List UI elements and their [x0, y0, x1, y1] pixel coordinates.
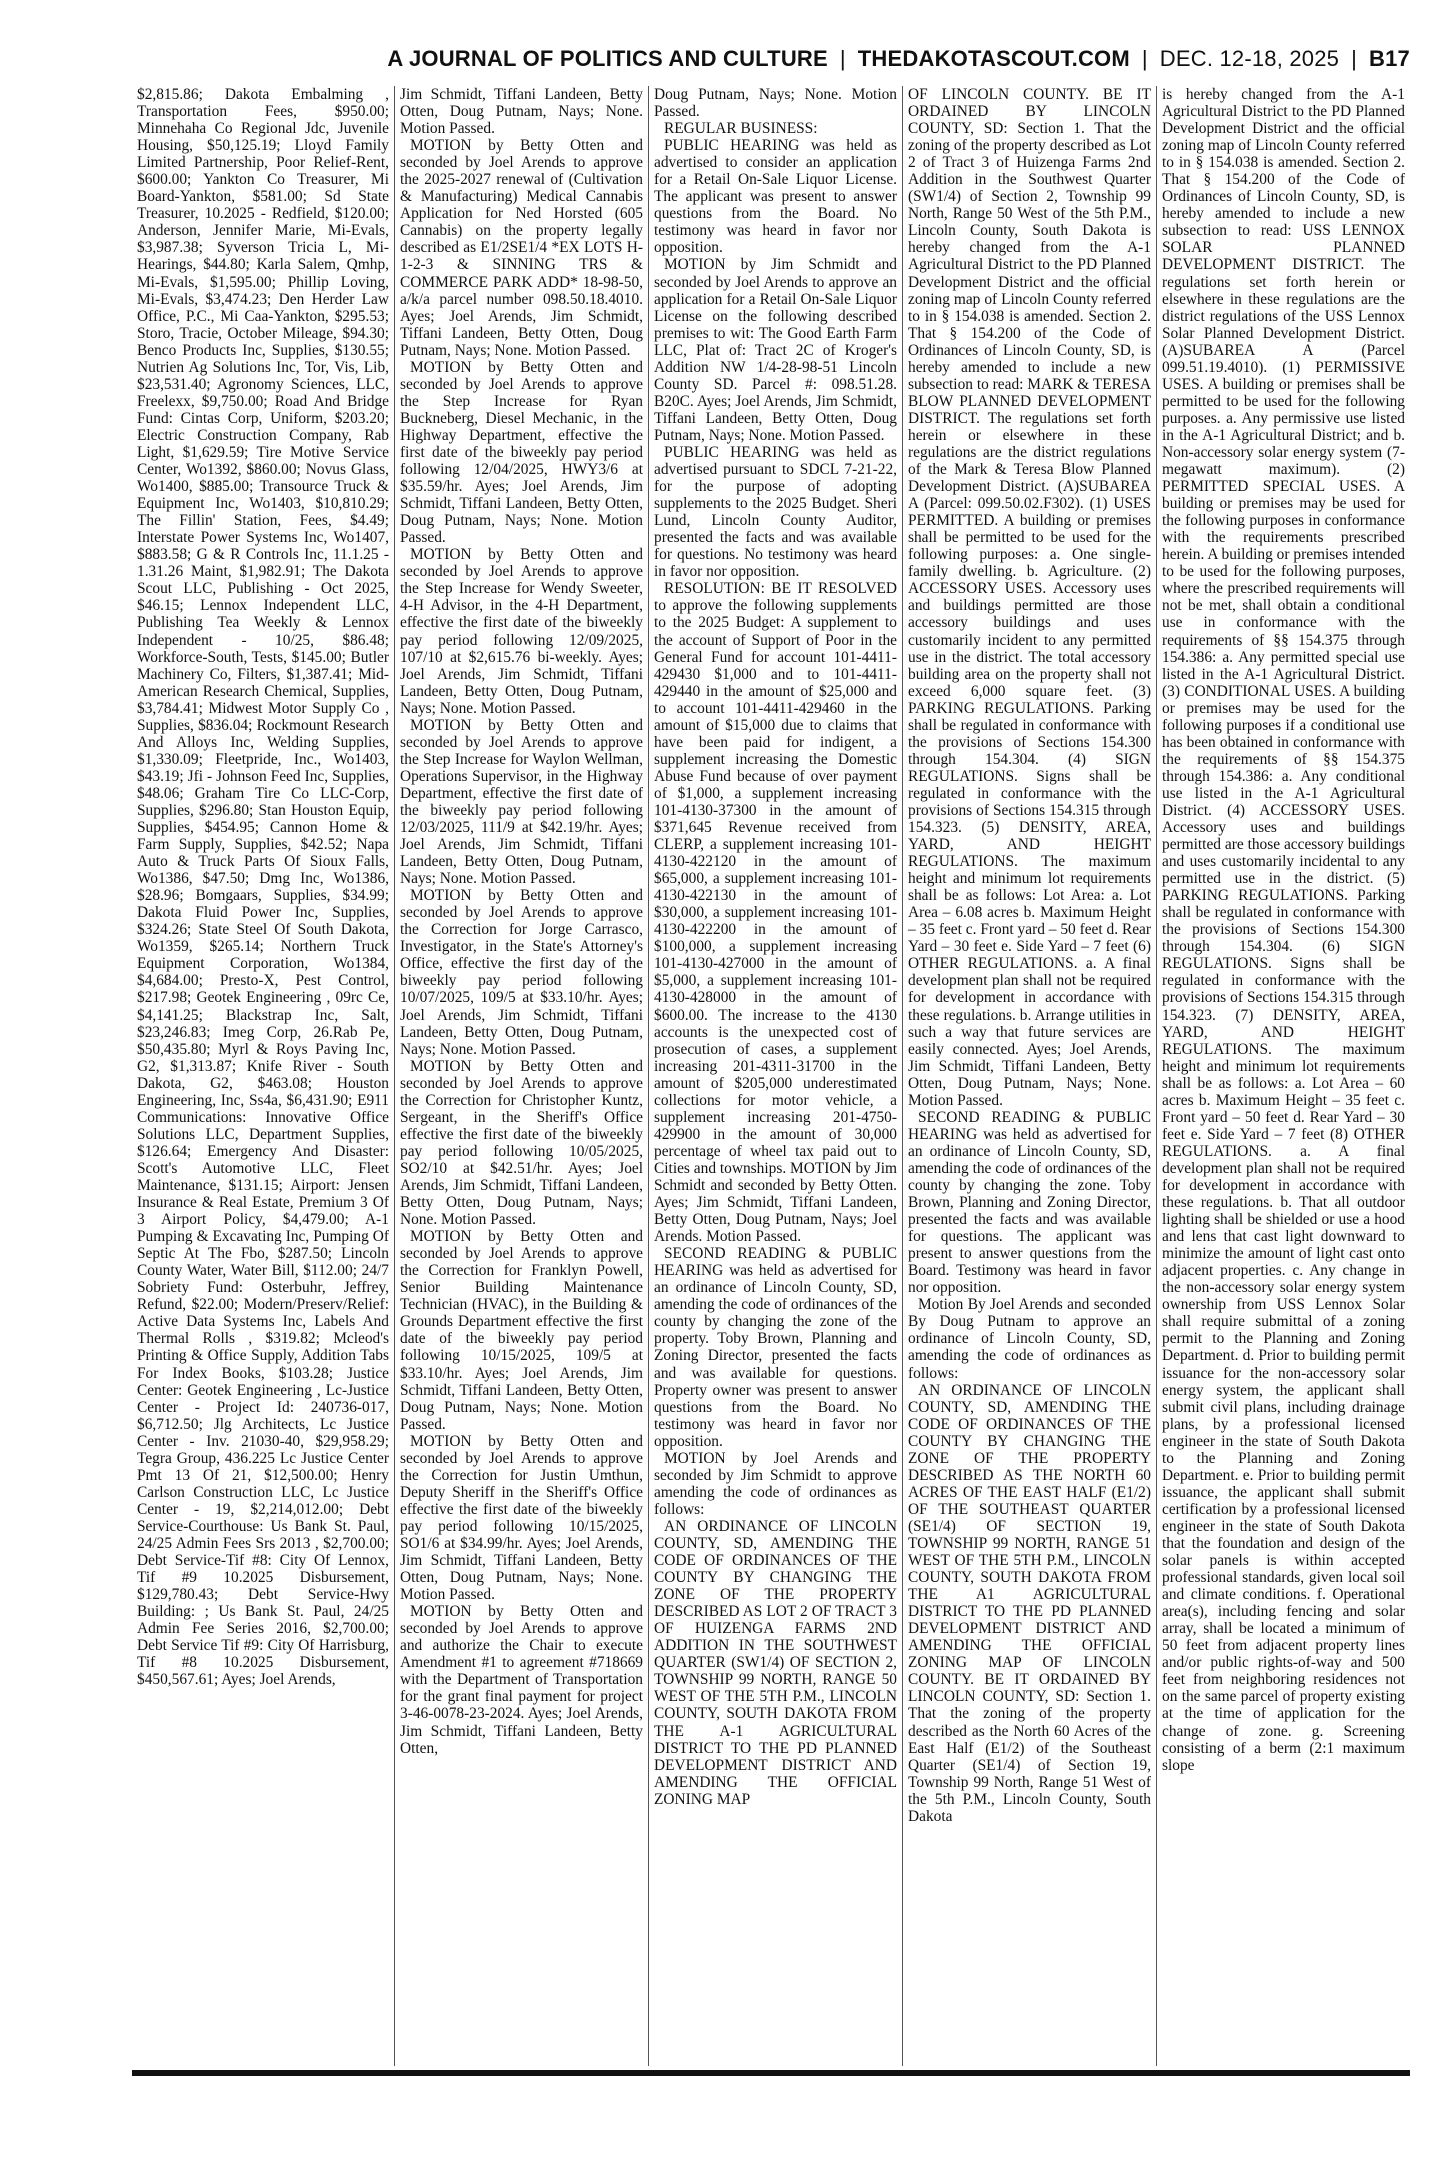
column-2 — [394, 86, 648, 2066]
notice-paragraph: SECOND READING & PUBLIC HEARING was held as advertised for an ordinance of Lincoln County, SD, amending the code of ordinances of the county by changing the zone of the property. Toby Brown, Planning and Zoning Director, presented the facts and was available for questions. Property owner was present to answer questions from the Board. No testimony was heard in favor nor opposition. — [654, 1245, 897, 1450]
notice-paragraph: Jim Schmidt, Tiffani Landeen, Betty Otten, Doug Putnam, Nays; None. Motion Passed. — [400, 86, 643, 138]
notice-paragraph: PUBLIC HEARING was held as advertised to consider an application for a Retail On-Sale Liquor License. The applicant was present to answer questions from the Board. No testimony was heard in favor nor opposition. — [654, 137, 897, 257]
notice-paragraph: MOTION by Betty Otten and seconded by Joel Arends to approve the Step Increase for Wendy Sweeter, 4-H Advisor, in the 4-H Department, effective the first date of the biweekly pay period following 12/09/2025, 107/10 at $2,615.76 bi-weekly. Ayes; Joel Arends, Jim Schmidt, Tiffani Landeen, Betty Otten, Doug Putnam, Nays; None. Motion Passed. — [400, 546, 643, 717]
notice-paragraph: AN ORDINANCE OF LINCOLN COUNTY, SD, AMENDING THE CODE OF ORDINANCES OF THE COUNTY BY CHANGING THE ZONE OF THE PROPERTY DESCRIBED AS THE NORTH 60 ACRES OF THE EAST HALF (E1/2) OF THE SOUTHEAST QUARTER (SE1/4) OF SECTION 19, TOWNSHIP 99 NORTH, RANGE 51 WEST OF THE 5TH P.M., LINCOLN COUNTY, SOUTH DAKOTA FROM THE A1 AGRICULTURAL DISTRICT TO THE PD PLANNED DEVELOPMENT DISTRICT AND AMENDING THE OFFICIAL ZONING MAP OF LINCOLN COUNTY. BE IT ORDAINED BY LINCOLN COUNTY, SD: Section 1. That the zoning of the property described as the North 60 Acres of the East Half (E1/2) of the Southeast Quarter (SE1/4) of Section 19, Township 99 North, Range 51 West of the 5th P.M., Lincoln County, South Dakota — [908, 1381, 1151, 1825]
notice-paragraph: MOTION by Betty Otten and seconded by Joel Arends to approve the Correction for Christopher Kuntz, Sergeant, in the Sheriff's Office effective the first date of the biweekly pay period following 10/05/2025, SO2/10 at $42.51/hr. Ayes; Joel Arends, Jim Schmidt, Tiffani Landeen, Betty Otten, Doug Putnam, Nays; None. Motion Passed. — [400, 1057, 643, 1229]
notice-paragraph: PUBLIC HEARING was held as advertised pursuant to SDCL 7-21-22, for the purpose of adopting supplements to the 2025 Budget. Sheri Lund, Lincoln County Auditor, presented the facts and was available for questions. No testimony was heard in favor nor opposition. — [654, 443, 897, 581]
notice-paragraph: MOTION by Betty Otten and seconded by Joel Arends to approve and authorize the Chair to execute Amendment #1 to agreement #718669 with the Department of Transportation for the grant final payment for project 3-46-0078-23-2024. Ayes; Joel Arends, Jim Schmidt, Tiffani Landeen, Betty Otten, — [400, 1603, 643, 1757]
notice-paragraph: MOTION by Betty Otten and seconded by Joel Arends to approve the Step Increase for Waylon Wellman, Operations Supervisor, in the Highway Department, effective the first date of the biweekly pay period following 12/03/2025, 111/9 at $42.19/hr. Ayes; Joel Arends, Jim Schmidt, Tiffani Landeen, Betty Otten, Doug Putnam, Nays; None. Motion Passed. — [400, 716, 643, 888]
page-number: B17 — [1369, 46, 1410, 71]
notice-paragraph: MOTION by Joel Arends and seconded by Jim Schmidt to approve amending the code of ordinances as follows: — [654, 1449, 897, 1518]
issue-date: DEC. 12-18, 2025 — [1159, 46, 1340, 71]
notice-paragraph: REGULAR BUSINESS: — [664, 120, 818, 138]
notice-paragraph: $2,815.86; Dakota Embalming , Transportation Fees, $950.00; Minnehaha Co Regional Jdc, Juvenile Housing, $50,125.19; Lloyd Family Limited Partnership, Poor Relief-Rent, $600.00; Yankton Co Treasurer, Mi Board-Yankton, $581.00; Sd State Treasurer, 10.2025 - Redfield, $120.00; Anderson, Jennifer Marie, Mi-Evals, $3,987.38; Syverson Tricia L, Mi-Hearings, $44.80; Karla Salem, Qmhp, Mi-Evals, $1,595.00; Phillip Loving, Mi-Evals, $3,474.23; Den Herder Law Office, P.C., Mi Caa-Yankton, $295.53; Storo, Tracie, October Mileage, $94.30; Benco Products Inc, Supplies, $130.55; Nutrien Ag Solutions Inc, Tor, Vis, Lib, $23,531.40; Agronomy Sciences, LLC, Freelexx, $9,750.00; Road And Bridge Fund: Cintas Corp, Uniform, $203.20; Electric Construction Company, Rab Light, $1,629.59; Tire Motive Service Center, Wo1392, $860.00; Novus Glass, Wo1400, $885.00; Transource Truck & Equipment Inc, Wo1403, $10,810.29; The Fillin' Station, Fees, $4.49; Interstate Power Systems Inc, Wo1407, $883.58; G & R Controls Inc, 11.1.25 - 1.31.26 Maint, $1,982.91; The Dakota Scout LLC, Publishing - Oct 2025, $46.15; Lennox Independent LLC, Publishing Tea Weekly & Lennox Independent - 10/25, $86.48; Workforce-South, Tests, $145.00; Butler Machinery Co, Filters, $1,387.41; Mid-American Research Chemical, Supplies, $3,784.41; Midwest Motor Supply Co , Supplies, $836.04; Rockmount Research And Alloys Inc, Welding Supplies, $1,330.09; Fleetpride, Inc., Wo1403, $43.19; Jfi - Johnson Feed Inc, Supplies, $48.06; Graham Tire Co LLC-Corp, Supplies, $296.80; Stan Houston Equip, Supplies, $454.95; Cannon Home & Farm Supply, Supplies, $42.52; Napa Auto & Truck Parts Of Sioux Falls, Wo1386, $47.50; Dmg Inc, Wo1386, $28.96; Bomgaars, Supplies, $34.99; Dakota Fluid Power Inc, Supplies, $324.26; State Steel Of South Dakota, Wo1359, $265.14; Northern Truck Equipment Corporation, Wo1384, $4,684.00; Presto-X, Pest Control, $217.98; Geotek Engineering , 09rc Ce, $4,141.25; Blackstrap Inc, Salt, $23,246.83; Imeg Corp, 26.Rab Pe, $50,435.80; Myrl & Roys Paving Inc, G2, $1,313.87; Knife River - South Dakota, G2, $463.08; Houston Engineering, Inc, Ss4a, $6,431.90; E911 Communications: Innovative Office Solutions LLC, Department Supplies, $126.64; Emergency And Disaster: Scott's Automotive LLC, Fleet Maintenance, $131.15; Airport: Jensen Insurance & Real Estate, Premium 3 Of 3 Airport Policy, $4,479.00; A-1 Pumping & Excavating Inc, Pumping Of Septic At The Fbo, $287.50; Lincoln County Water, Water Bill, $112.00; 24/7 Sobriety Fund: Osterbuhr, Jeffrey, Refund, $22.00; Modern/Preserv/Relief: Active Data Systems Inc, Labels And Thermal Rolls , $319.82; Mcleod's Printing & Office Supply, Addition Tabs For Index Books, $103.28; Justice Center: Geotek Engineering , Lc-Justice Center - Project Id: 240736-017, $6,712.50; Jlg Architects, Lc Justice Center - Inv. 21030-40, $29,958.29; Tegra Group, 436.225 Lc Justice Center Pmt 13 Of 21, $12,500.00; Henry Carlson Construction LLC, Lc Justice Center - 19, $2,214,012.00; Debt Service-Courthouse: Us Bank St. Paul, 24/25 Admin Fees Srs 2013 , $2,700.00; Debt Service-Tif #8: City Of Lennox, Tif #9 10.2025 Disbursement, $129,780.43; Debt Service-Hwy Building: ; Us Bank St. Paul, 24/25 Admin Fee Series 2016, $2,700.00; Debt Service Tif #9: City Of Harrisburg, Tif #8 10.2025 Disbursement, $450,567.61; Ayes; Joel Arends, — [137, 86, 389, 1689]
notice-paragraph: SECOND READING & PUBLIC HEARING was held as advertised for an ordinance of Lincoln County, SD, amending the code of ordinances of the county by changing the zone. Toby Brown, Planning and Zoning Director, presented the facts and was available for questions. The applicant was present to answer questions from the Board. Testimony was heard in favor nor opposition. — [908, 1108, 1151, 1297]
notice-paragraph: MOTION by Betty Otten and seconded by Joel Arends to approve the 2025-2027 renewal of (Cultivation & Manufacturing) Medical Cannabis Application for Ned Horsted (605 Cannabis) on the property legally described as E1/2SE1/4 *EX LOTS H-1-2-3 & SINNING TRS & COMMERCE PARK ADD* 18-98-50, a/k/a parcel number 098.50.18.4010. Ayes; Joel Arends, Jim Schmidt, Tiffani Landeen, Betty Otten, Doug Putnam, Nays; None. Motion Passed. — [400, 137, 643, 359]
header-separator: | — [1351, 46, 1358, 71]
bottom-rule — [132, 2070, 1410, 2076]
notice-paragraph: MOTION by Betty Otten and seconded by Joel Arends to approve the Correction for Jorge Carrasco, Investigator, in the State's Attorney's Office, effective the first day of the biweekly pay period following 10/07/2025, 109/5 at $33.10/hr. Ayes; Joel Arends, Jim Schmidt, Tiffani Landeen, Betty Otten, Doug Putnam, Nays; None. Motion Passed. — [400, 887, 643, 1058]
notice-paragraph: MOTION by Betty Otten and seconded by Joel Arends to approve the Step Increase for Ryan Buckneberg, Diesel Mechanic, in the Highway Department, effective the first date of the biweekly pay period following 12/04/2025, HWY3/6 at $35.59/hr. Ayes; Joel Arends, Jim Schmidt, Tiffani Landeen, Betty Otten, Doug Putnam, Nays; None. Motion Passed. — [400, 358, 643, 547]
journal-tagline: A JOURNAL OF POLITICS AND CULTURE — [387, 46, 828, 71]
header-separator: | — [1141, 46, 1148, 71]
legal-notice-columns — [132, 86, 1410, 2066]
notice-paragraph: MOTION by Betty Otten and seconded by Joel Arends to approve the Correction for Franklyn Powell, Senior Building Maintenance Technician (HVAC), in the Building & Grounds Department effective the first date of the biweekly pay period following 10/15/2025, 109/5 at $33.10/hr. Ayes; Joel Arends, Jim Schmidt, Tiffani Landeen, Betty Otten, Doug Putnam, Nays; None. Motion Passed. — [400, 1228, 643, 1433]
notice-paragraph: is hereby changed from the A-1 Agricultural District to the PD Planned Development District and the official zoning map of Lincoln County referred to in § 154.038 is amended. Section 2. That § 154.200 of the Code of Ordinances of Lincoln County, SD, is hereby amended to include a new subsection to read: USS LENNOX SOLAR PLANNED DEVELOPMENT DISTRICT. The regulations set forth herein or elsewhere in these regulations are the district regulations of the USS Lennox Solar Planned Development District. (A)SUBAREA A (Parcel 099.51.19.4010). (1) PERMISSIVE USES. A building or premises shall be permitted to be used for the following purposes. a. Any permissive use listed in the A-1 Agricultural District; and b. Non-accessory solar energy system (7-megawatt maximum). (2) PERMITTED SPECIAL USES. A building or premises may be used for the following purposes in conformance with the requirements prescribed herein. A building or premises intended to be used for the following purposes, where the prescribed requirements will not be met, shall obtain a conditional use in conformance with the requirements of §§ 154.375 through 154.386: a. Any permitted special use listed in the A-1 Agricultural District. (3) CONDITIONAL USES. A building or premises may be used for the following purposes if a conditional use has been obtained in conformance with the requirements of §§ 154.375 through 154.386: a. Any conditional use listed in the A-1 Agricultural District. (4) ACCESSORY USES. Accessory uses and buildings permitted are those accessory buildings and uses customarily incidental to any permitted use in the district. (5) PARKING REGULATIONS. Parking shall be regulated in conformance with the provisions of Sections 154.300 through 154.304. (6) SIGN REGULATIONS. Signs shall be regulated in conformance with the provisions of Sections 154.315 through 154.323. (7) DENSITY, AREA, YARD, AND HEIGHT REGULATIONS. The maximum height and minimum lot requirements shall be as follows: a. Lot Area – 60 acres b. Maximum Height – 35 feet c. Front yard – 50 feet d. Rear Yard – 30 feet e. Side Yard – 7 feet (8) OTHER REGULATIONS. a. A final development plan shall not be required for development in accordance with these regulations. b. That all outdoor lighting shall be shielded or use a hood and lens that cast light downward to minimize the amount of light cast onto adjacent properties. c. Any change in the non-accessory solar energy system ownership from USS Lennox Solar shall require submittal of a zoning permit to the Planning and Zoning Department. d. Prior to building permit issuance for the non-accessory solar energy system, the applicant shall submit civil plans, including drainage plans, by a professional licensed engineer in the state of South Dakota to the Planning and Zoning Department. e. Prior to building permit issuance, the applicant shall submit certification by a professional licensed engineer in the state of South Dakota that the foundation and design of the solar panels is within accepted professional standards, given local soil and climate conditions. f. Operational area(s), including fencing and solar array, shall be located a minimum of 50 feet from adjacent property lines and/or public rights-of-way and 500 feet from neighboring residences not on the same parcel of property existing at the time of application for the change of zone. g. Screening consisting of a berm (2:1 maximum slope — [1162, 86, 1405, 1774]
column-3 — [648, 86, 902, 2066]
notice-paragraph: AN ORDINANCE OF LINCOLN COUNTY, SD, AMENDING THE CODE OF ORDINANCES OF THE COUNTY BY CHANGING THE ZONE OF THE PROPERTY DESCRIBED AS LOT 2 OF TRACT 3 OF HUIZENGA FARMS 2ND ADDITION IN THE SOUTHWEST QUARTER (SW1/4) OF SECTION 2, TOWNSHIP 99 NORTH, RANGE 50 WEST OF THE 5TH P.M., LINCOLN COUNTY, SOUTH DAKOTA FROM THE A-1 AGRICULTURAL DISTRICT TO THE PD PLANNED DEVELOPMENT DISTRICT AND AMENDING THE OFFICIAL ZONING MAP — [654, 1517, 897, 1808]
column-5 — [1156, 86, 1410, 2066]
notice-paragraph: MOTION by Jim Schmidt and seconded by Joel Arends to approve an application for a Retail On-Sale Liquor License on the following described premises to wit: The Good Earth Farm LLC, Plat of: Tract 2C of Kroger's Addition NW 1/4-28-98-51 Lincoln County SD. Parcel #: 098.51.28. B20C. Ayes; Joel Arends, Jim Schmidt, Tiffani Landeen, Betty Otten, Doug Putnam, Nays; None. Motion Passed. — [654, 256, 897, 444]
notice-paragraph: Motion By Joel Arends and seconded By Doug Putnam to approve an ordinance of Lincoln County, SD, amending the code of ordinances as follows: — [908, 1296, 1151, 1382]
notice-paragraph: Doug Putnam, Nays; None. Motion Passed. — [654, 86, 897, 121]
page-header — [387, 44, 1410, 74]
column-4 — [902, 86, 1156, 2066]
notice-paragraph: RESOLUTION: BE IT RESOLVED to approve the following supplements to the 2025 Budget: A supplement to the account of Support of Poor in the General Fund for account 101-4411-429430 $1,000 and to 101-4411-429440 in the amount of $25,000 and to account 101-4411-429460 in the amount of $15,000 due to claims that have been paid for indigent, a supplement increasing the Domestic Abuse Fund because of over payment of $1,000, a supplement increasing 101-4130-37300 in the amount of $371,645 Revenue received from CLERP, a supplement increasing 101-4130-422120 in the amount of $65,000, a supplement increasing 101-4130-422130 in the amount of $30,000, a supplement increasing 101-4130-422200 in the amount of $100,000, a supplement increasing 101-4130-427000 in the amount of $5,000, a supplement increasing 101-4130-428000 in the amount of $600.00. The increase to the 4130 accounts is the unexpected cost of prosecution of cases, a supplement increasing 201-4311-31700 in the amount of $205,000 underestimated collections for motor vehicle, a supplement increasing 201-4750-429900 in the amount of 30,000 percentage of wheel tax paid out to Cities and townships. MOTION by Jim Schmidt and seconded by Betty Otten. Ayes; Jim Schmidt, Tiffani Landeen, Betty Otten, Doug Putnam, Nays; Joel Arends. Motion Passed. — [654, 580, 897, 1246]
site-link[interactable]: THEDAKOTASCOUT.COM — [857, 46, 1130, 71]
column-1 — [132, 86, 394, 2066]
notice-paragraph: MOTION by Betty Otten and seconded by Joel Arends to approve the Correction for Justin Umthun, Deputy Sheriff in the Sheriff's Office effective the first date of the biweekly pay period following 10/15/2025, SO1/6 at $34.99/hr. Ayes; Joel Arends, Jim Schmidt, Tiffani Landeen, Betty Otten, Doug Putnam, Nays; None. Motion Passed. — [400, 1432, 643, 1604]
notice-paragraph: OF LINCOLN COUNTY. BE IT ORDAINED BY LINCOLN COUNTY, SD: Section 1. That the zoning of the property described as Lot 2 of Tract 3 of Huizenga Farms 2nd Addition in the Southwest Quarter (SW1/4) of Section 2, Township 99 North, Range 50 West of the 5th P.M., Lincoln County, South Dakota is hereby changed from the A-1 Agricultural District to the PD Planned Development District and the official zoning map of Lincoln County referred to in § 154.038 is amended. Section 2. That § 154.200 of the Code of Ordinances of Lincoln County, SD, is hereby amended to include a new subsection to read: MARK & TERESA BLOW PLANNED DEVELOPMENT DISTRICT. The regulations set forth herein or elsewhere in these regulations are the district regulations of the Mark & Teresa Blow Planned Development District. (A)SUBAREA A (Parcel: 099.50.02.F302). (1) USES PERMITTED. A building or premises shall be permitted to be used for the following purposes: a. One single-family dwelling. b. Agriculture. (2) ACCESSORY USES. Accessory uses and buildings permitted are those accessory buildings and uses customarily incident to any permitted use in the district. The total accessory building area on the property shall not exceed 6,000 square feet. (3) PARKING REGULATIONS. Parking shall be regulated in conformance with the provisions of Sections 154.300 through 154.304. (4) SIGN REGULATIONS. Signs shall be regulated in conformance with the provisions of Sections 154.315 through 154.323. (5) DENSITY, AREA, YARD, AND HEIGHT REGULATIONS. The maximum height and minimum lot requirements shall be as follows: Lot Area: a. Lot Area – 6.08 acres b. Maximum Height – 35 feet c. Front yard – 50 feet d. Rear Yard – 30 feet e. Side Yard – 7 feet (6) OTHER REGULATIONS. a. A final development plan shall not be required for development in accordance with these regulations. b. Arrange utilities in such a way that future services are easily connected. Ayes; Joel Arends, Jim Schmidt, Tiffani Landeen, Betty Otten, Doug Putnam, Nays; None. Motion Passed. — [908, 86, 1151, 1109]
header-separator: | — [839, 46, 846, 71]
